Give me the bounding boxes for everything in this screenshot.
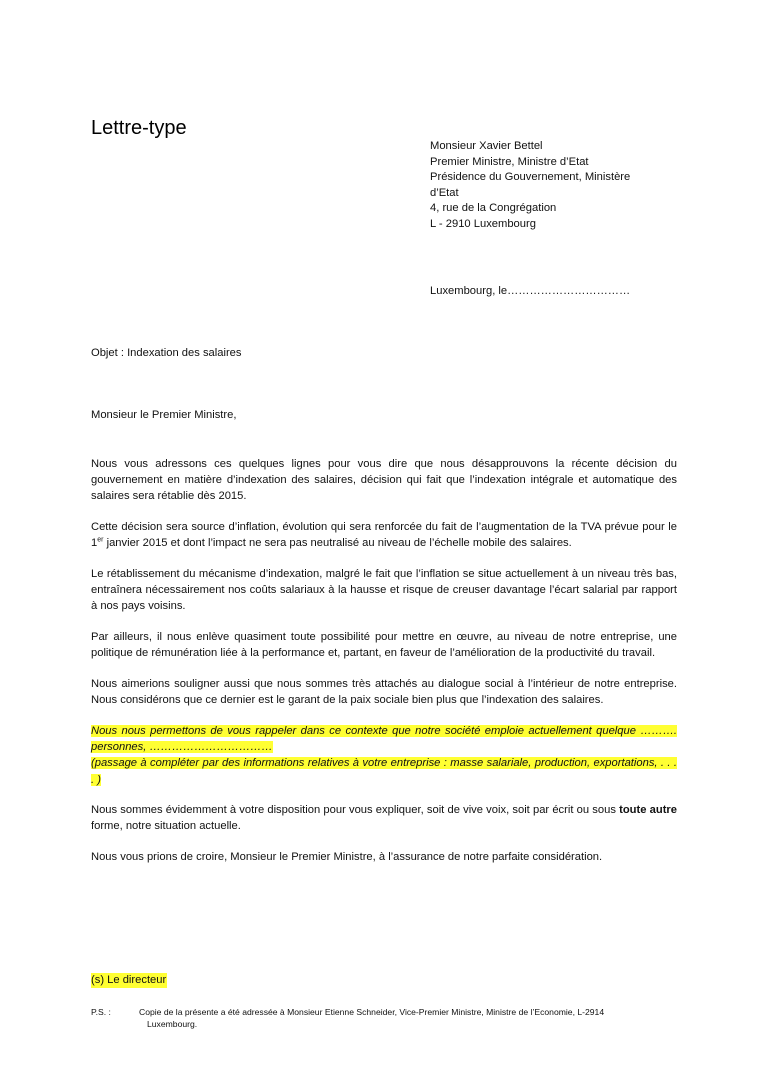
document-title: Lettre-type [91,117,187,139]
signature: (s) Le directeur [91,974,167,986]
recipient-title: Premier Ministre, Ministre d’Etat [430,155,589,168]
subject-line: Objet : Indexation des salaires [91,347,242,359]
paragraph-1: Nous vous adressons ces quelques lignes pour vous dire que nous désapprouvons la récente décision du gouvernement en matière d’indexation des salaires, décision qui fait que l’indexation intégrale et automatique des salaires sera rétablie dès 2015. [91,458,677,503]
closing-paragraph: Nous vous prions de croire, Monsieur le Premier Ministre, à l’assurance de notre parfaite considération. [91,851,603,864]
paragraph-2-part-a: Cette décision sera source d’inflation, évolution qui sera renforcée du fait de l’augmentation de la TVA prévue pour le 1 [91,521,677,550]
recipient-office: Présidence du Gouvernement, Ministère [430,171,631,183]
recipient-city: L - 2910 Luxembourg [430,217,536,230]
paragraph-6 [91,802,677,834]
paragraph-6-bold: toute autre [619,804,677,817]
letter-body [91,456,677,880]
paragraph-5: Nous aimerions souligner aussi que nous sommes très attachés au dialogue social à l’intérieur de notre entreprise. Nous considérons que ce dernier est le garant de la paix sociale bien plus que l’indexation des salaires. [91,678,677,707]
ordinal-superscript: er [97,536,104,544]
highlight-text-1: Nous nous permettons de vous rappeler dans ce contexte que notre société emploie actuellement quelque ………. personnes, …………………………… [91,724,677,754]
paragraph-2 [91,519,677,551]
ps-text [139,1006,677,1030]
salutation: Monsieur le Premier Ministre, [91,409,237,421]
paragraph-2-part-b: janvier 2015 et dont l’impact ne sera pas neutralisé au niveau de l’échelle mobile des salaires. [103,537,572,550]
dateline: Luxembourg, le…………………………… [430,285,631,297]
recipient-name: Monsieur Xavier Bettel [430,140,543,152]
paragraph-6-part-a: Nous sommes évidemment à votre disposition pour vous expliquer, soit de vive voix, soit par écrit ou sous [91,804,620,817]
ps-line-2: Luxembourg. [147,1019,198,1029]
highlight-paragraph-2 [91,755,677,787]
recipient-street: 4, rue de la Congrégation [430,202,557,214]
recipient-office-cont: d’Etat [430,186,459,199]
postscript [91,1006,677,1030]
highlighted-placeholder [91,723,677,788]
paragraph-6-part-b: forme, notre situation actuelle. [91,820,241,833]
ps-label: P.S. : [91,1007,111,1017]
recipient-address [430,139,670,232]
highlight-text-2: (passage à compléter par des informations relatives à votre entreprise : masse salariale, production, exportations, . . . . ) [91,757,677,786]
paragraph-3: Le rétablissement du mécanisme d’indexation, malgré le fait que l’inflation se situe actuellement à un niveau très bas, entraînera nécessairement nos coûts salariaux à la hausse et risque de creuser davantage l’écart salarial par rapport à nos pays voisins. [91,568,677,613]
highlight-paragraph-1 [91,723,677,755]
paragraph-4: Par ailleurs, il nous enlève quasiment toute possibilité pour mettre en œuvre, au niveau de notre entreprise, une politique de rémunération liée à la performance et, partant, en faveur de l’amélioration de la productivité du travail. [91,631,677,660]
ps-line-1: Copie de la présente a été adressée à Monsieur Etienne Schneider, Vice-Premier Ministre, Ministre de l’Economie, L-2914 [139,1007,605,1017]
